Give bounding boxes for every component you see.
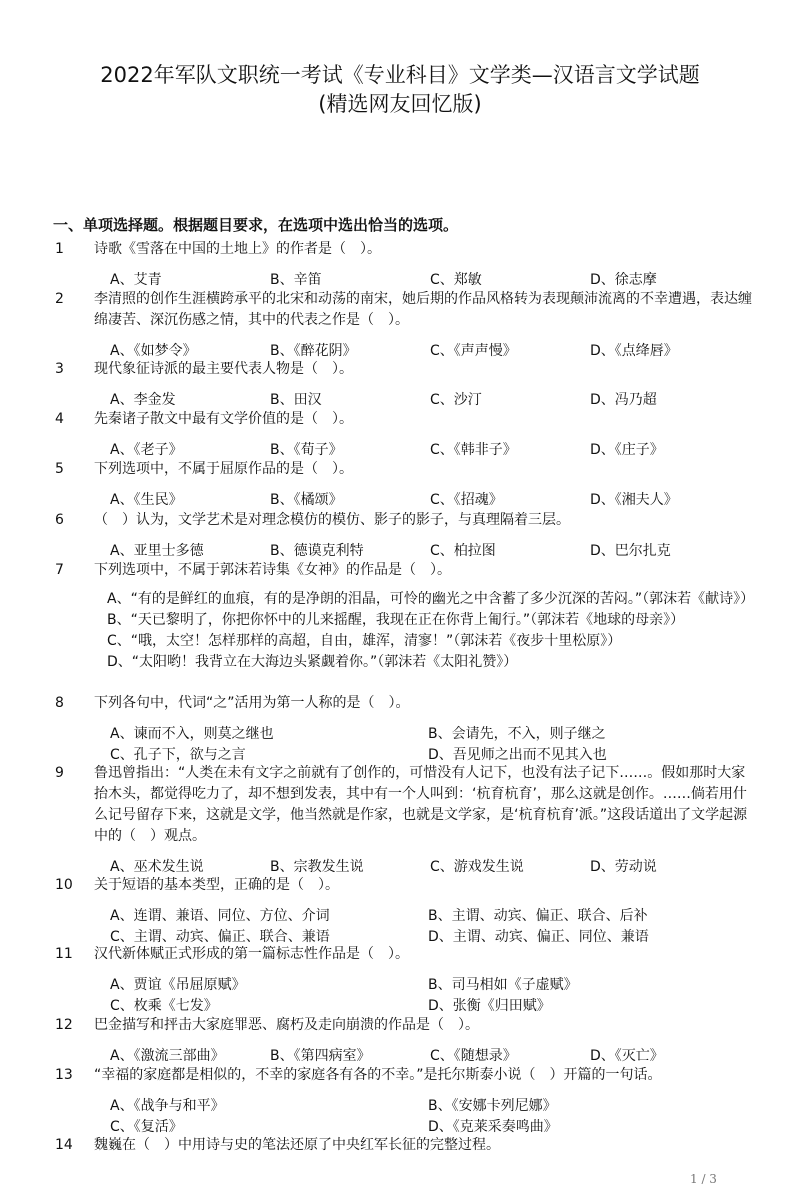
question-5 [55, 459, 755, 511]
option-b: B、司马相如《子虚赋》 [428, 977, 578, 993]
option-c: C、枚乘《七发》 [110, 998, 218, 1014]
question-12 [55, 1015, 755, 1067]
question-number: 11 [55, 946, 73, 962]
page-indicator: 1 / 3 [690, 1172, 717, 1186]
question-number: 7 [55, 562, 64, 578]
option-d: D、吾见师之出而不见其入也 [428, 747, 607, 763]
option-d: D、《克莱采奏鸣曲》 [428, 1119, 558, 1135]
page-title [0, 61, 800, 119]
option-c: C、柏拉图 [430, 543, 496, 559]
option-c: C、《复活》 [110, 1119, 183, 1135]
option-row [110, 270, 755, 291]
title-line-2: (精选网友回忆版) [318, 92, 482, 116]
option-row [110, 1046, 755, 1067]
option-a: A、《生民》 [110, 492, 183, 508]
option-grid [110, 906, 755, 948]
option-d: D、《灭亡》 [590, 1048, 664, 1064]
question-number: 4 [55, 411, 64, 427]
option-a: A、《战争与和平》 [110, 1098, 225, 1114]
question-number: 13 [55, 1067, 73, 1083]
question-10 [55, 875, 755, 948]
option-c: C、《随想录》 [430, 1048, 517, 1064]
option-a: A、李金发 [110, 392, 176, 408]
question-number: 10 [55, 877, 73, 893]
option-row [110, 390, 755, 411]
option-b: B、辛笛 [270, 272, 322, 288]
question-number: 9 [55, 765, 64, 781]
option-b: B、田汉 [270, 392, 322, 408]
option-a: A、巫术发生说 [110, 859, 204, 875]
document-page [0, 61, 800, 1186]
option-a: A、《老子》 [110, 442, 183, 458]
question-stem: 李清照的创作生涯横跨承平的北宋和动荡的南宋，她后期的作品风格转为表现颠沛流离的不幸遭遇，表达缠绵凄苦、深沉伤感之情，其中的代表之作是（ ）。 [94, 291, 752, 328]
option-grid [110, 724, 755, 766]
option-b: B、《橘颂》 [270, 492, 343, 508]
option-a: A、亚里士多德 [110, 543, 204, 559]
option-b: B、《醉花阴》 [270, 343, 357, 359]
question-stem: 汉代新体赋正式形成的第一篇标志性作品是（ ）。 [94, 946, 409, 962]
question-3 [55, 359, 755, 411]
question-14 [55, 1135, 755, 1156]
option-d: D、《庄子》 [590, 442, 664, 458]
option-c: C、“哦，太空！怎样那样的高超，自由，雄浑，清寥！”（郭沫若《夜步十里松原》） [107, 633, 622, 649]
option-b: B、宗教发生说 [270, 859, 364, 875]
question-9 [55, 763, 755, 878]
question-stem: 下列各句中，代词“之”活用为第一人称的是（ ）。 [94, 695, 410, 711]
question-7 [55, 560, 755, 673]
option-grid [110, 975, 755, 1017]
option-b: B、德谟克利特 [270, 543, 364, 559]
question-number: 14 [55, 1137, 73, 1153]
option-a: A、《激流三部曲》 [110, 1048, 225, 1064]
question-11 [55, 944, 755, 1017]
question-number: 3 [55, 361, 64, 377]
question-stem: 魏巍在（ ）中用诗与史的笔法还原了中央红军长征的完整过程。 [94, 1137, 500, 1153]
option-row [110, 440, 755, 461]
question-8 [55, 693, 755, 766]
question-number: 2 [55, 291, 64, 307]
option-a: A、贾谊《吊屈原赋》 [110, 977, 246, 993]
option-b: B、会请先，不入，则子继之 [428, 726, 606, 742]
option-d: D、张衡《归田赋》 [428, 998, 551, 1014]
question-stem: 先秦诸子散文中最有文学价值的是（ ）。 [94, 411, 353, 427]
question-number: 12 [55, 1017, 73, 1033]
option-c: C、《招魂》 [430, 492, 503, 508]
question-number: 5 [55, 461, 64, 477]
option-a: A、谏而不入，则莫之继也 [110, 726, 274, 742]
option-d: D、“太阳哟！我背立在大海边头紧觑着你。”（郭沫若《太阳礼赞》） [107, 654, 518, 670]
option-d: D、巴尔扎克 [590, 543, 671, 559]
question-stem: 诗歌《雪落在中国的土地上》的作者是（ ）。 [94, 241, 381, 257]
question-1 [55, 239, 755, 291]
option-d: D、冯乃超 [590, 392, 657, 408]
option-a: A、《如梦令》 [110, 343, 197, 359]
option-b: B、主谓、动宾、偏正、联合、后补 [428, 908, 648, 924]
option-row [110, 490, 755, 511]
option-d: D、《点绛唇》 [590, 343, 678, 359]
question-13 [55, 1065, 755, 1138]
question-number: 1 [55, 241, 64, 257]
title-line-1: 2022年军队文职统一考试《专业科目》文学类—汉语言文学试题 [100, 63, 700, 87]
section-heading: 一、单项选择题。根据题目要求，在选项中选出恰当的选项。 [53, 216, 459, 234]
question-stem: 巴金描写和抨击大家庭罪恶、腐朽及走向崩溃的作品是（ ）。 [94, 1017, 479, 1033]
option-c: C、《声声慢》 [430, 343, 517, 359]
option-d: D、劳动说 [590, 859, 657, 875]
option-d: D、《湘夫人》 [590, 492, 678, 508]
option-c: C、主谓、动宾、偏正、联合、兼语 [110, 929, 330, 945]
question-stem: 关于短语的基本类型，正确的是（ ）。 [94, 877, 339, 893]
option-list [107, 589, 755, 673]
option-b: B、“天已黎明了，你把你怀中的儿来摇醒，我现在正在你背上匍行。”（郭沫若《地球的母亲》） [107, 612, 685, 628]
option-row [110, 541, 755, 562]
option-c: C、游戏发生说 [430, 859, 524, 875]
option-a: A、艾青 [110, 272, 162, 288]
question-stem: 下列选项中，不属于郭沫若诗集《女神》的作品是（ ）。 [94, 562, 451, 578]
option-b: B、《第四病室》 [270, 1048, 371, 1064]
question-2 [55, 289, 755, 362]
option-c: C、孔子下，欲与之言 [110, 747, 246, 763]
question-stem: 现代象征诗派的最主要代表人物是（ ）。 [94, 361, 353, 377]
option-c: C、《韩非子》 [430, 442, 517, 458]
question-number: 6 [55, 512, 64, 528]
option-a: A、“有的是鲜红的血痕，有的是净朗的泪晶，可怜的幽光之中含蓄了多少沉深的苦闷。”（郭沫若《献诗》） [107, 591, 755, 607]
option-d: D、徐志摩 [590, 272, 657, 288]
question-number: 8 [55, 695, 64, 711]
question-stem: 鲁迅曾指出：“人类在未有文字之前就有了创作的，可惜没有人记下，也没有法子记下……。假如那时大家抬木头，都觉得吃力了，却不想到发表，其中有一个人叫到：‘杭育杭育’，那么这就是创作。……倘若用什么记号留存下来，这就是文学，他当然就是作家，也就是文学家，是‘杭育杭育’派。”这段话道出了文学起源中的（ ）观点。 [94, 765, 748, 844]
option-c: C、沙汀 [430, 392, 482, 408]
question-stem: “幸福的家庭都是相似的，不幸的家庭各有各的不幸。”是托尔斯泰小说（ ）开篇的一句话。 [94, 1067, 662, 1083]
question-stem: （ ）认为，文学艺术是对理念模仿的模仿、影子的影子，与真理隔着三层。 [94, 512, 570, 528]
question-4 [55, 409, 755, 461]
question-stem: 下列选项中，不属于屈原作品的是（ ）。 [94, 461, 353, 477]
option-d: D、主谓、动宾、偏正、同位、兼语 [428, 929, 649, 945]
option-c: C、郑敏 [430, 272, 482, 288]
option-a: A、连谓、兼语、同位、方位、介词 [110, 908, 330, 924]
question-6 [55, 510, 755, 562]
option-b: B、《安娜卡列尼娜》 [428, 1098, 557, 1114]
option-b: B、《荀子》 [270, 442, 343, 458]
